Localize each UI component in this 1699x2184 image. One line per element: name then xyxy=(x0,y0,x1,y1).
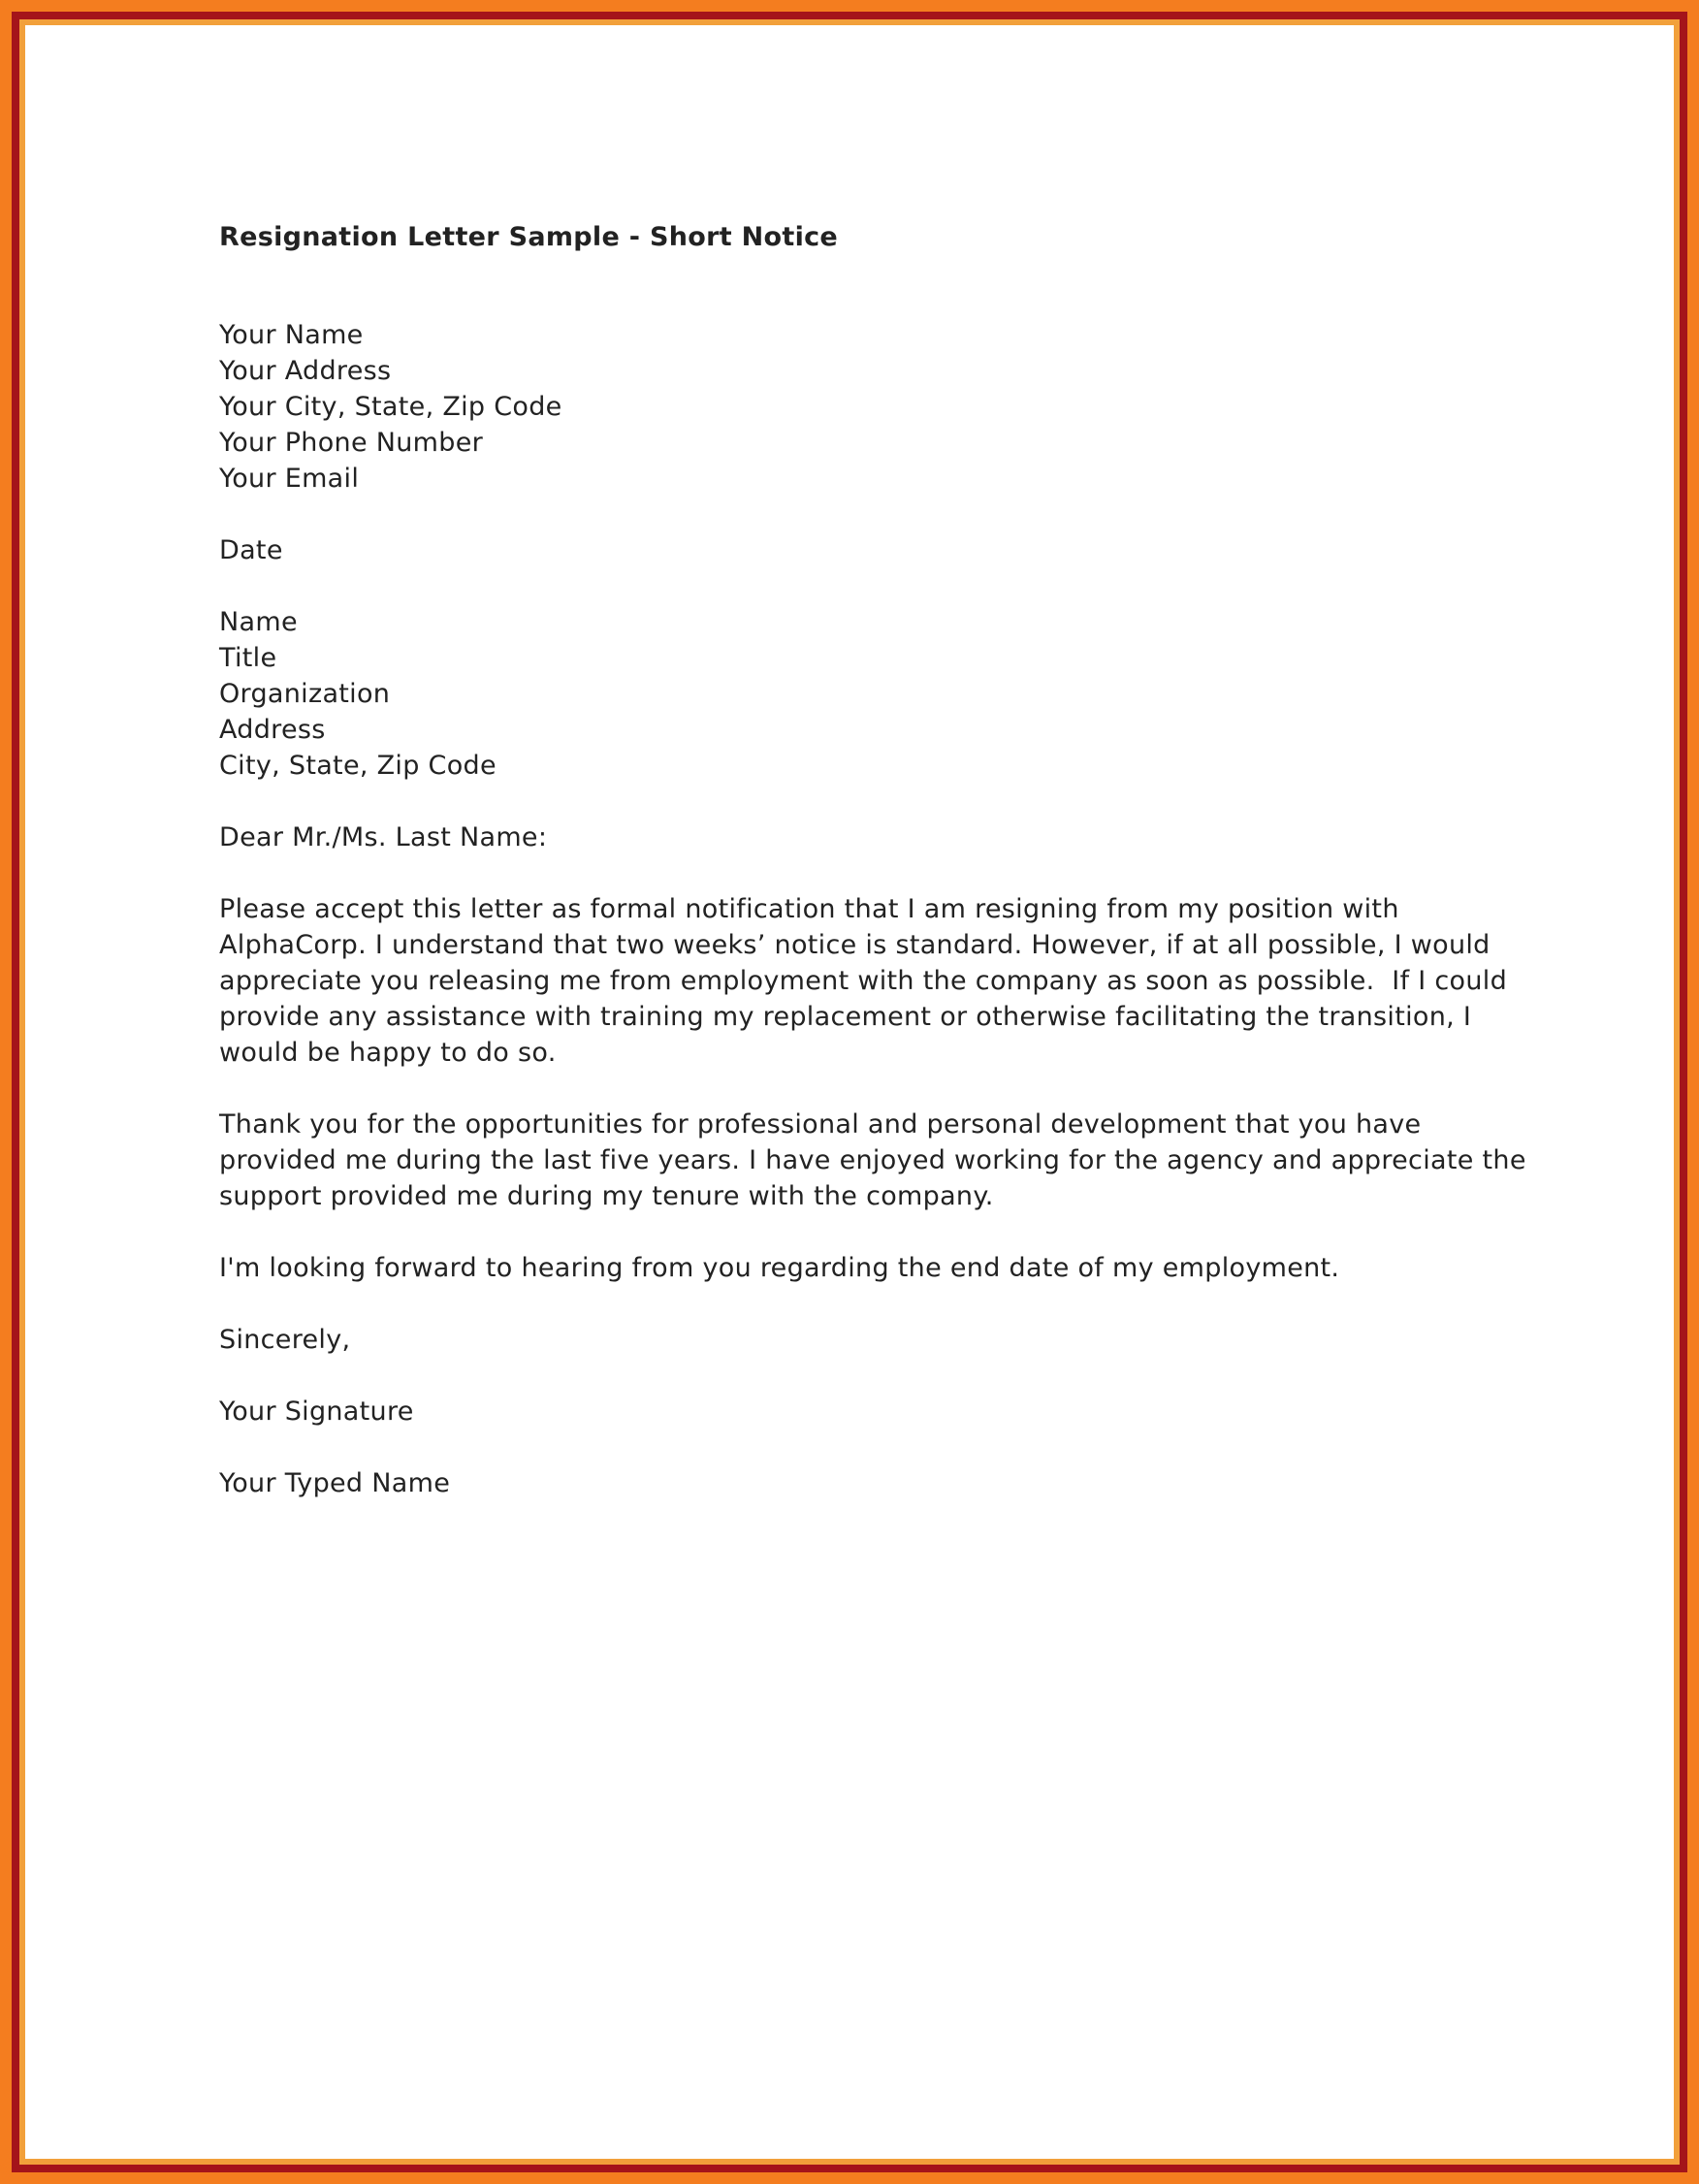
paragraph-line: Thank you for the opportunities for professional and personal development that you have xyxy=(219,1109,1422,1140)
sender-city-state-zip: Your City, State, Zip Code xyxy=(219,392,562,422)
typed-name xyxy=(219,1465,1557,1501)
salutation-text: Dear Mr./Ms. Last Name: xyxy=(219,822,548,852)
paragraph-line: I'm looking forward to hearing from you regarding the end date of my employment. xyxy=(219,1253,1340,1283)
letter-body xyxy=(219,219,1557,1501)
paragraph-line: provide any assistance with training my replacement or otherwise facilitating the transition, I xyxy=(219,1002,1472,1032)
paragraph-line: provided me during the last five years. I have enjoyed working for the agency and appreciate the xyxy=(219,1145,1526,1175)
recipient-name: Name xyxy=(219,607,298,637)
signature-text: Your Signature xyxy=(219,1397,414,1427)
closing-text: Sincerely, xyxy=(219,1325,351,1355)
typed-name-text: Your Typed Name xyxy=(219,1468,451,1498)
sender-name: Your Name xyxy=(219,320,364,350)
letter-date: Date xyxy=(219,535,283,565)
sender-phone: Your Phone Number xyxy=(219,428,484,458)
signature xyxy=(219,1394,1557,1429)
letter-page xyxy=(25,25,1674,2159)
closing xyxy=(219,1322,1557,1358)
paragraph-2 xyxy=(219,1107,1557,1214)
paragraph-line: AlphaCorp. I understand that two weeks’ notice is standard. However, if at all possible, I would xyxy=(219,930,1491,960)
recipient-address: Address xyxy=(219,715,326,745)
recipient-organization: Organization xyxy=(219,679,391,709)
date-block xyxy=(219,532,1557,568)
sender-email: Your Email xyxy=(219,464,360,494)
paragraph-line: appreciate you releasing me from employment with the company as soon as possible. If I could xyxy=(219,966,1508,996)
paragraph-1 xyxy=(219,891,1557,1071)
recipient-title: Title xyxy=(219,643,277,673)
paragraph-line: support provided me during my tenure with the company. xyxy=(219,1181,994,1211)
paragraph-line: Please accept this letter as formal notification that I am resigning from my position with xyxy=(219,894,1399,924)
salutation xyxy=(219,819,1557,855)
sender-address: Your Address xyxy=(219,356,392,386)
paragraph-line: would be happy to do so. xyxy=(219,1038,557,1068)
recipient-city-state-zip: City, State, Zip Code xyxy=(219,751,497,781)
sender-block xyxy=(219,317,1557,497)
paragraph-3 xyxy=(219,1250,1557,1286)
recipient-block xyxy=(219,604,1557,784)
letter-title: Resignation Letter Sample - Short Notice xyxy=(219,222,839,252)
